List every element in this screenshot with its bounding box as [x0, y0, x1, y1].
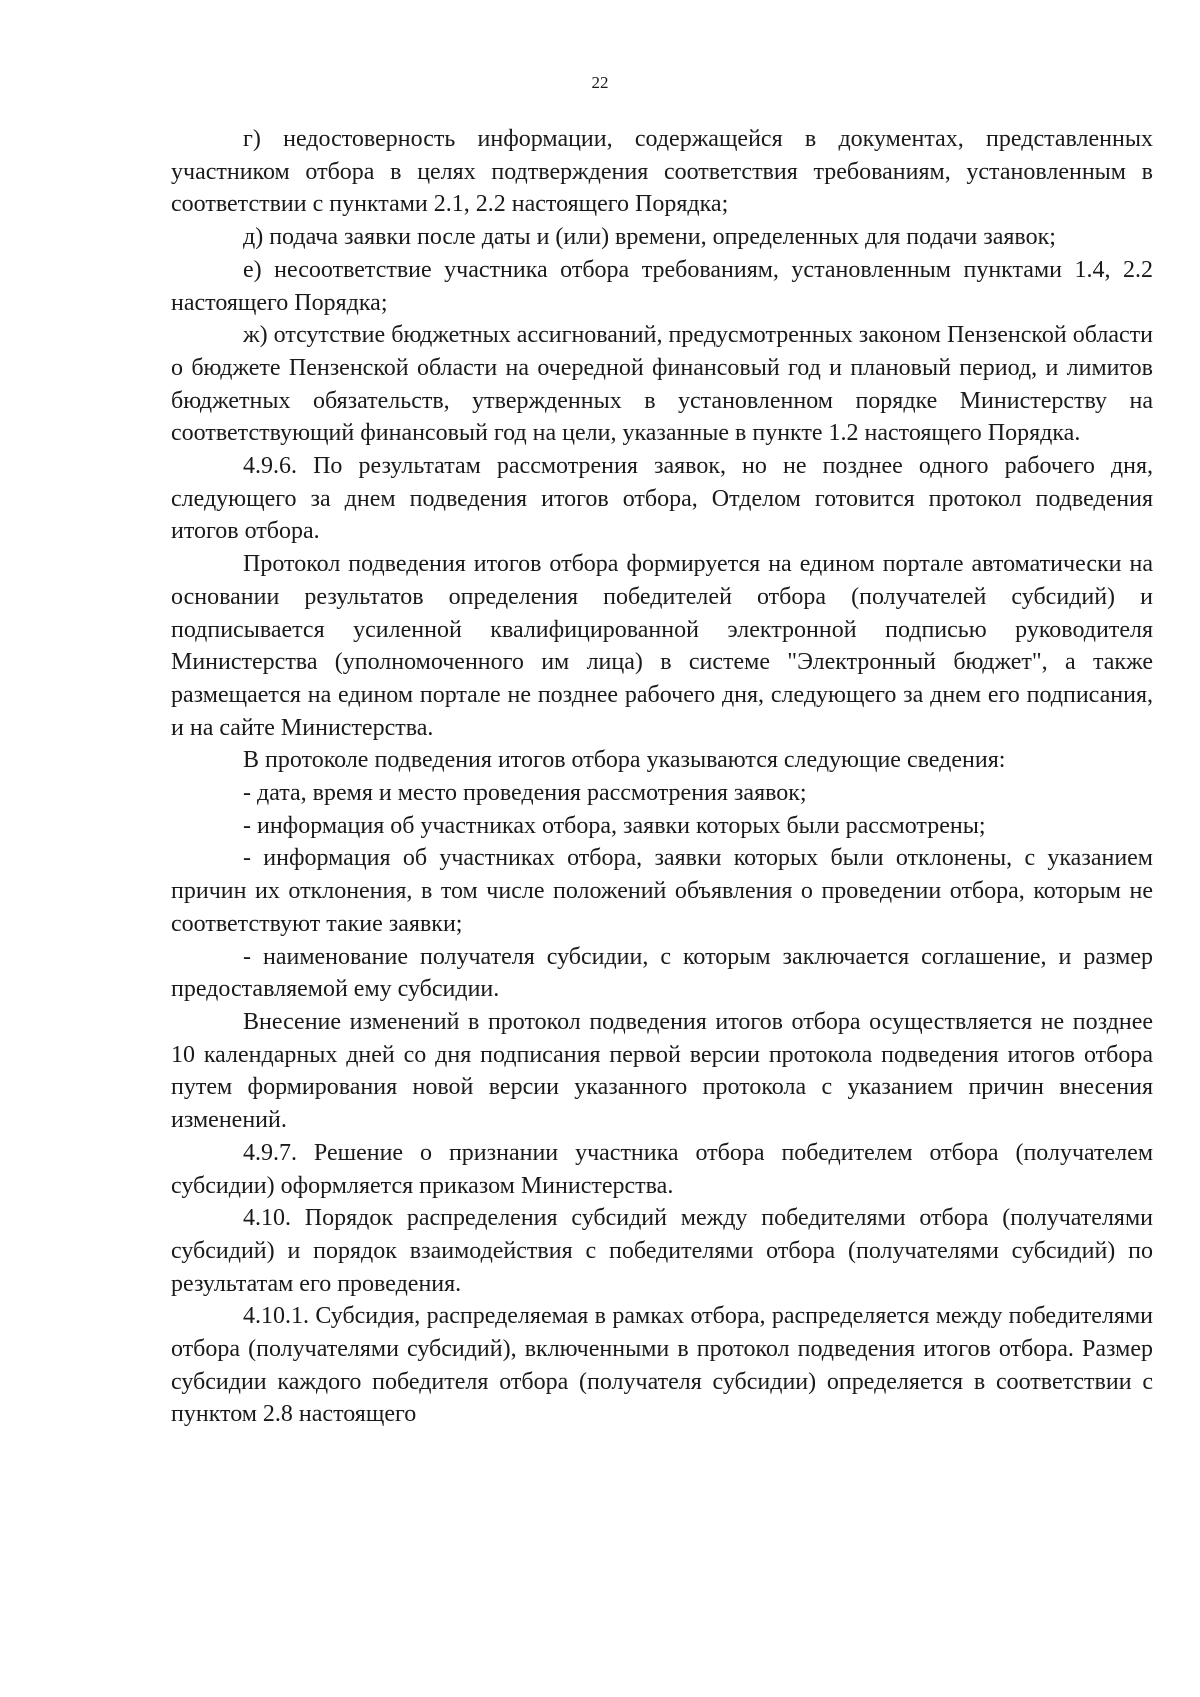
- paragraph-protocol-formation: Протокол подведения итогов отбора формируется на едином портале автоматически на основании результатов определения победителей отбора (получателей субсидий) и подписывается усиленной квалифицированной электронной подписью руководителя Министерства (уполномоченного им лица) в системе "Электронный бюджет", а также размещается на едином портале не позднее рабочего дня, следующего за днем его подписания, и на сайте Министерства.: [171, 551, 1153, 741]
- paragraph-g-unreliable-info: г) недостоверность информации, содержащейся в документах, представленных участником отбора в целях подтверждения соответствия требованиям, установленным в соответствии с пунктами 2.1, 2.2 настоящего Порядка;: [171, 126, 1153, 218]
- page-number: 22: [591, 73, 609, 92]
- paragraph-4-9-6: 4.9.6. По результатам рассмотрения заявок, но не позднее одного рабочего дня, следующего за днем подведения итогов отбора, Отделом готовится протокол подведения итогов отбора.: [171, 453, 1153, 545]
- paragraph-zh-no-budget: ж) отсутствие бюджетных ассигнований, предусмотренных законом Пензенской области о бюджете Пензенской области на очередной финансовый год и плановый период, и лимитов бюджетных обязательств, утвержденных в установленном порядке Министерству на соответствующий финансовый год на цели, указанные в пункте 1.2 настоящего Порядка.: [171, 322, 1153, 447]
- list-item-rejected-participants: - информация об участниках отбора, заявки которых были отклонены, с указанием причин их отклонения, в том числе положений объявления о проведении отбора, которым не соответствуют такие заявки;: [171, 845, 1153, 937]
- list-item-date-time-place: - дата, время и место проведения рассмотрения заявок;: [243, 780, 807, 807]
- paragraph-protocol-changes: Внесение изменений в протокол подведения итогов отбора осуществляется не позднее 10 календарных дней со дня подписания первой версии протокола подведения итогов отбора путем формирования новой версии указанного протокола с указанием причин внесения изменений.: [171, 1008, 1153, 1134]
- paragraph-4-9-7: 4.9.7. Решение о признании участника отбора победителем отбора (получателем субсидии) оформляется приказом Министерства.: [171, 1139, 1153, 1199]
- paragraph-4-10: 4.10. Порядок распределения субсидий между победителями отбора (получателями субсидий) и порядок взаимодействия с победителями отбора (получателями субсидий) по результатам его проведения.: [171, 1205, 1153, 1297]
- paragraph-e-non-compliance: е) несоответствие участника отбора требованиям, установленным пунктами 1.4, 2.2 настоящего Порядка;: [171, 256, 1153, 316]
- paragraph-d-late-submission: д) подача заявки после даты и (или) времени, определенных для подачи заявок;: [243, 224, 1056, 251]
- document-body: [171, 123, 1153, 1431]
- paragraph-protocol-contents-intro: В протоколе подведения итогов отбора указываются следующие сведения:: [243, 747, 1006, 774]
- paragraph-4-10-1: 4.10.1. Субсидия, распределяемая в рамках отбора, распределяется между победителями отбора (получателями субсидий), включенными в протокол подведения итогов отбора. Размер субсидии каждого победителя отбора (получателя субсидии) определяется в соответствии с пунктом 2.8 настоящего: [171, 1303, 1153, 1428]
- list-item-recipient-name: - наименование получателя субсидии, с которым заключается соглашение, и размер предоставляемой ему субсидии.: [171, 943, 1153, 1003]
- list-item-considered-participants: - информация об участниках отбора, заявки которых были рассмотрены;: [243, 812, 986, 839]
